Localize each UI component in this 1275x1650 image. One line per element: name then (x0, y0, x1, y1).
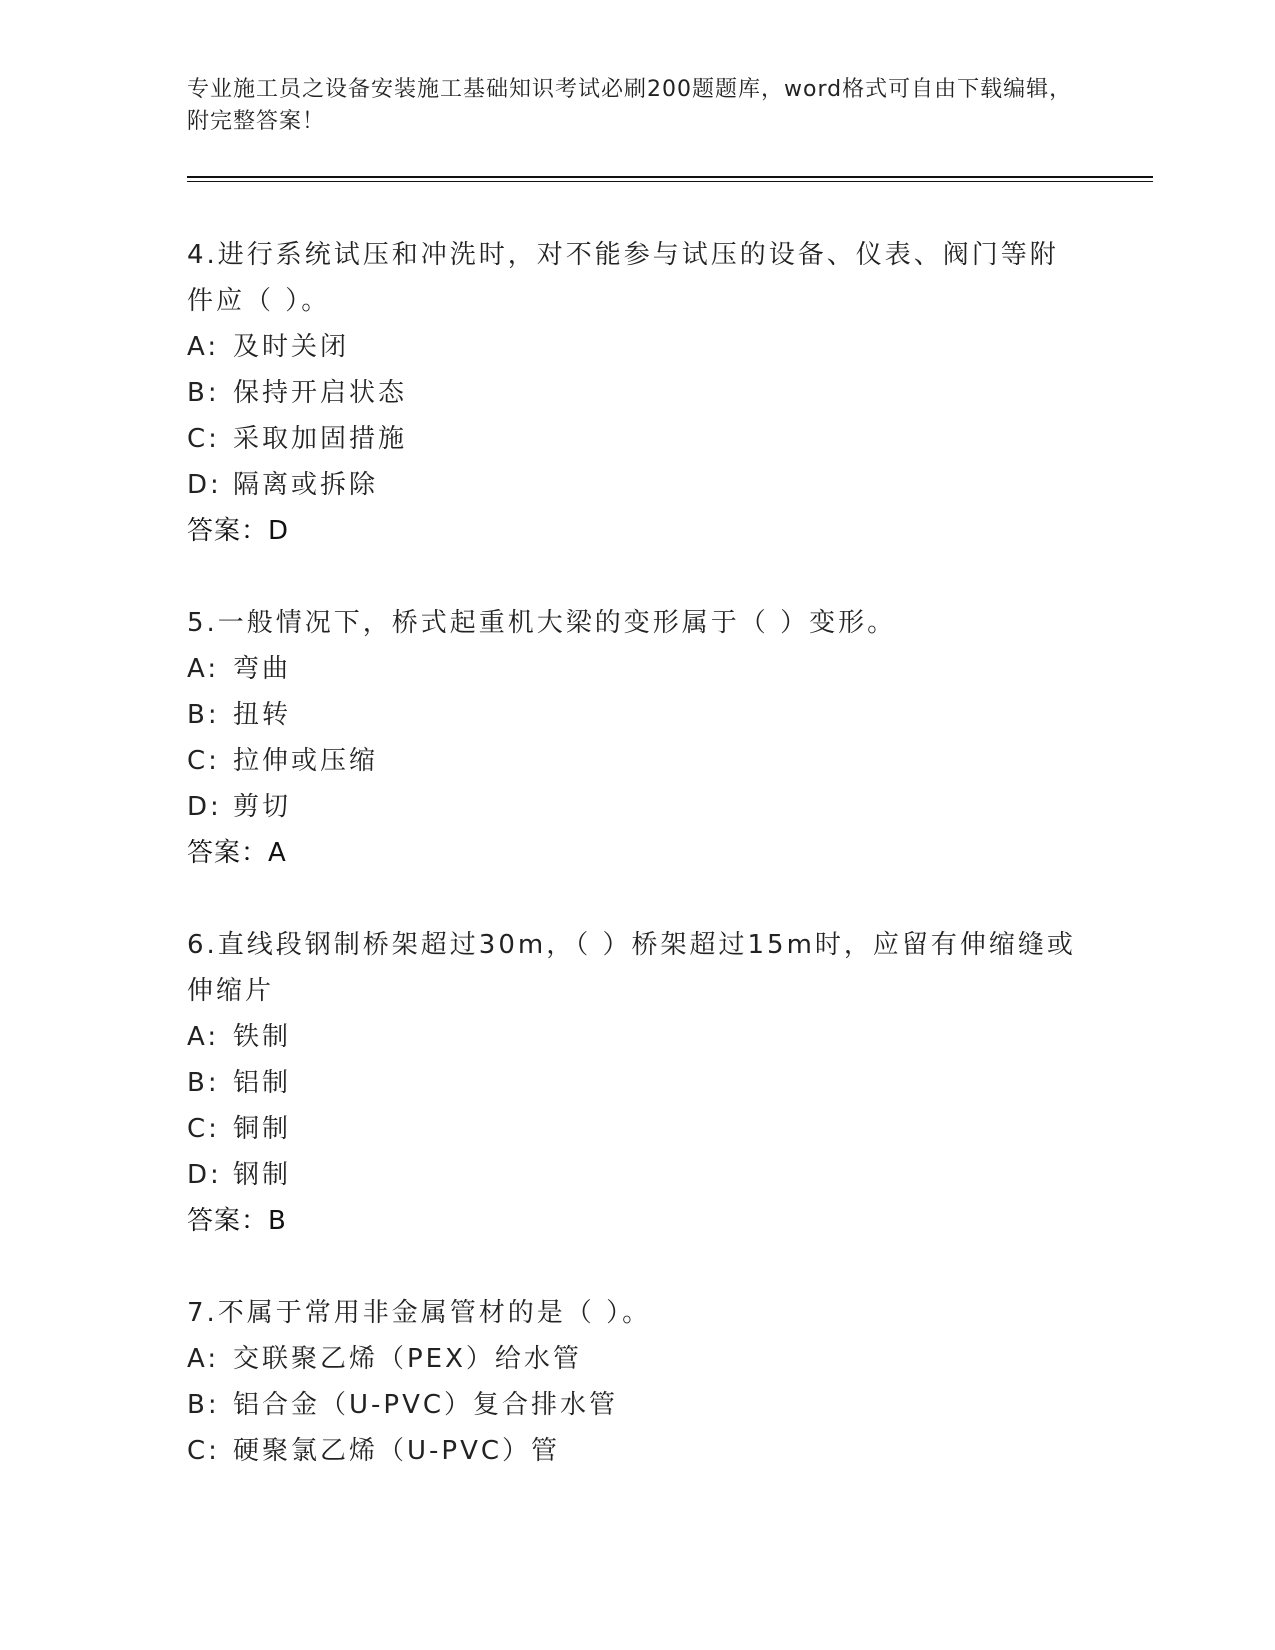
answer-value: A (268, 838, 287, 868)
question-7 (187, 1290, 1087, 1474)
option-text: 采取加固措施 (233, 424, 408, 454)
option-c (187, 1106, 1087, 1152)
option-key: B: (187, 1390, 220, 1420)
option-text: 弯曲 (233, 654, 292, 684)
option-key: C: (187, 746, 220, 776)
option-key: C: (187, 424, 220, 454)
option-key: C: (187, 1114, 220, 1144)
option-text: 铜制 (233, 1114, 292, 1144)
option-key: D: (187, 1160, 222, 1190)
option-key: B: (187, 378, 220, 408)
header-divider-thick (187, 176, 1153, 178)
option-text: 扭转 (233, 700, 292, 730)
option-c (187, 416, 1087, 462)
option-key: A: (187, 1022, 220, 1052)
option-b (187, 692, 1087, 738)
answer-label: 答案： (187, 838, 269, 868)
option-b (187, 1060, 1087, 1106)
option-d (187, 462, 1087, 508)
question-list (187, 232, 1087, 1520)
option-d (187, 784, 1087, 830)
option-b (187, 1382, 1087, 1428)
option-text: 交联聚乙烯（PEX）给水管 (233, 1344, 582, 1374)
option-text: 铁制 (233, 1022, 292, 1052)
question-stem: 5.一般情况下，桥式起重机大梁的变形属于（ ）变形。 (187, 608, 897, 638)
option-key: B: (187, 700, 220, 730)
option-key: D: (187, 470, 222, 500)
option-b (187, 370, 1087, 416)
option-key: A: (187, 654, 220, 684)
option-key: A: (187, 1344, 220, 1374)
option-text: 铝制 (233, 1068, 292, 1098)
document-header: 专业施工员之设备安装施工基础知识考试必刷200题题库，word格式可自由下载编辑，附完整答案！ (187, 77, 1073, 134)
question-stem: 4.进行系统试压和冲洗时，对不能参与试压的设备、仪表、阀门等附件应（ ）。 (187, 240, 1059, 316)
answer-line (187, 1198, 1087, 1244)
option-text: 及时关闭 (233, 332, 350, 362)
question-5 (187, 600, 1087, 876)
option-text: 剪切 (233, 792, 292, 822)
option-key: D: (187, 792, 222, 822)
option-c (187, 738, 1087, 784)
option-c (187, 1428, 1087, 1474)
answer-label: 答案： (187, 1206, 269, 1236)
question-4 (187, 232, 1087, 554)
question-6 (187, 922, 1087, 1244)
header-divider-thin (187, 181, 1153, 182)
answer-line (187, 508, 1087, 554)
option-d (187, 1152, 1087, 1198)
answer-line (187, 830, 1087, 876)
option-text: 隔离或拆除 (233, 470, 379, 500)
answer-value: B (268, 1206, 287, 1236)
question-stem: 6.直线段钢制桥架超过30m，（ ）桥架超过15m时，应留有伸缩缝或伸缩片 (187, 930, 1076, 1006)
option-key: C: (187, 1436, 220, 1466)
answer-label: 答案： (187, 516, 269, 546)
option-a (187, 324, 1087, 370)
answer-value: D (268, 516, 290, 546)
option-key: B: (187, 1068, 220, 1098)
option-a (187, 1014, 1087, 1060)
option-text: 钢制 (233, 1160, 292, 1190)
option-text: 铝合金（U-PVC）复合排水管 (233, 1390, 619, 1420)
question-stem: 7.不属于常用非金属管材的是（ ）。 (187, 1298, 652, 1328)
option-text: 硬聚氯乙烯（U-PVC）管 (233, 1436, 561, 1466)
option-a (187, 646, 1087, 692)
option-a (187, 1336, 1087, 1382)
option-key: A: (187, 332, 220, 362)
option-text: 保持开启状态 (233, 378, 408, 408)
option-text: 拉伸或压缩 (233, 746, 379, 776)
